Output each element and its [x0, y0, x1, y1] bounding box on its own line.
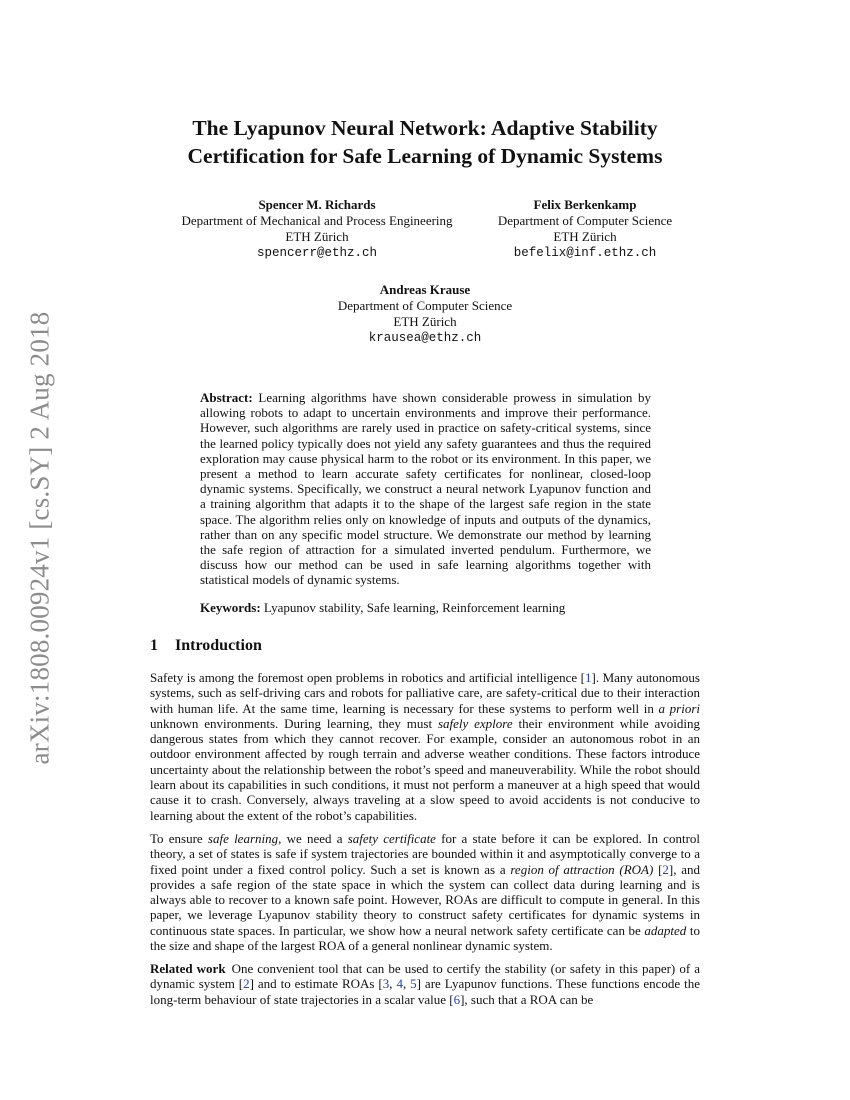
intro-paragraph-2: [150, 831, 700, 953]
text-run: ], such that a ROA can be: [460, 991, 594, 1007]
text-run: , we need a: [278, 831, 348, 846]
related-work-heading: Related work: [150, 961, 226, 976]
author-affiliation: Department of Mechanical and Process Engineering: [181, 213, 453, 228]
author-institution: ETH Zürich: [553, 229, 617, 244]
text-run: ], and provides a safe region of the state space in which the system can collect data during learning and is always able to recover to a known safe point. However, ROAs are difficult to compute in general. In this paper, we leverage Lyapunov stability theory to construct safety certificates for dynamic systems in continuous state spaces. In particular, we show how a neural network safety certificate can be: [150, 861, 700, 938]
text-run: unknown environments. During learning, they must: [150, 715, 438, 731]
author-affiliation: Department of Computer Science: [497, 213, 673, 228]
title-line-1: The Lyapunov Neural Network: Adaptive Stability: [192, 116, 658, 140]
abstract-text: Learning algorithms have shown considerable prowess in simulation by allowing robots to adapt to uncertain environments and improve their performance. However, such algorithms are rarely used in practice on safety-critical systems, since the learned policy typically does not yield any safety guarantees and thus the required exploration may cause physical harm to the robot or its environment. In this paper, we present a method to learn accurate safety certificates for nonlinear, closed-loop dynamic systems. Specifically, we construct a neural network Lyapunov function and a training algorithm that adapts it to the shape of the largest safe region in the state space. The algorithm relies only on knowledge of inputs and outputs of the dynamics, rather than on any specific model structure. We demonstrate our method by learning the safe region of attraction for a simulated inverted pendulum. Furthermore, we discuss how our method can be used in safe learning algorithms together with statistical models of dynamic systems.: [200, 390, 652, 588]
text-run: ] are Lyapunov functions. These functions encode the long-term behaviour of state trajectories in a scalar value [: [150, 976, 700, 1007]
abstract-label: Abstract:: [200, 390, 253, 405]
citation-link[interactable]: 6: [453, 991, 461, 1007]
text-run: Safety is among the foremost open problems in robotics and artificial intelligence [: [150, 670, 585, 685]
emphasis: adapted: [644, 922, 687, 938]
emphasis: safe learning: [207, 831, 279, 846]
text-run: [: [653, 861, 663, 877]
keywords: [200, 600, 651, 615]
text-run: to the size and shape of the largest ROA of a general nonlinear dynamic system.: [150, 922, 700, 954]
author-name: Spencer M. Richards: [258, 197, 376, 212]
author-name: Felix Berkenkamp: [533, 197, 637, 212]
author-email[interactable]: spencerr@ethz.ch: [256, 246, 378, 260]
related-work-paragraph: [150, 961, 700, 1007]
text-run: for a state before it can be explored. In control theory, a set of states is safe if system trajectories are bounded within it and asymptotically converge to a fixed point under a fixed control policy. Such a set is known as a: [150, 831, 701, 877]
citation-link[interactable]: 2: [662, 861, 669, 877]
paper-title: [0, 114, 850, 170]
author-block: [300, 282, 550, 346]
text-run: ]. Many autonomous systems, such as self-driving cars and robots for palliative care, are safety-critical due to their interaction with human life. At the same time, learning is necessary for these systems to perform well in: [150, 670, 700, 716]
citation-link[interactable]: 3: [382, 976, 390, 992]
abstract: [200, 390, 651, 588]
text-run: their environment while avoiding dangerous states from which they cannot recover. For example, consider an autonomous robot in an outdoor environment affected by rough terrain and adverse weather conditions. These factors introduce uncertainty about the relationship between the robot’s speed and maneuverability. While the robot should learn about its capabilities in such conditions, it must not perform a maneuver at a high speed that would cause it to crash. Conversely, always traveling at a slow speed to avoid accidents is not conducive to learning about the extent of the robot’s capabilities.: [150, 715, 700, 823]
emphasis: safety certificate: [347, 831, 436, 846]
author-block: [486, 197, 684, 261]
text-run: ,: [402, 976, 411, 992]
arxiv-identifier: arXiv:1808.00924v1 [cs.SY] 2 Aug 2018: [24, 311, 55, 765]
text-run: ] and to estimate ROAs [: [249, 976, 383, 992]
citation-link[interactable]: 4: [396, 976, 403, 992]
author-affiliation: Department of Computer Science: [337, 298, 513, 313]
title-line-2: Certification for Safe Learning of Dynamic Systems: [187, 144, 663, 168]
text-run: One convenient tool that can be used to certify the stability (or safety in this paper) of a dynamic system [: [150, 961, 700, 992]
author-name: Andreas Krause: [379, 282, 471, 297]
citation-link[interactable]: 1: [584, 670, 592, 685]
section-title: Introduction: [175, 637, 262, 654]
intro-paragraph-1: [150, 670, 700, 823]
emphasis: region of attraction (ROA): [510, 861, 654, 877]
author-institution: ETH Zürich: [393, 314, 457, 329]
section-heading: [150, 637, 262, 655]
keywords-label: Keywords:: [200, 600, 261, 615]
text-run: To ensure: [150, 831, 208, 846]
author-email[interactable]: krausea@ethz.ch: [368, 331, 482, 345]
emphasis: a priori: [658, 700, 700, 716]
author-institution: ETH Zürich: [285, 229, 349, 244]
text-run: ,: [389, 976, 397, 992]
citation-link[interactable]: 2: [243, 976, 250, 992]
emphasis: safely explore: [437, 715, 513, 731]
author-block: [166, 197, 468, 261]
author-email[interactable]: befelix@inf.ethz.ch: [513, 246, 657, 260]
keywords-text: Lyapunov stability, Safe learning, Reinforcement learning: [263, 600, 566, 615]
citation-link[interactable]: 5: [410, 976, 417, 992]
section-number: 1: [150, 637, 158, 654]
